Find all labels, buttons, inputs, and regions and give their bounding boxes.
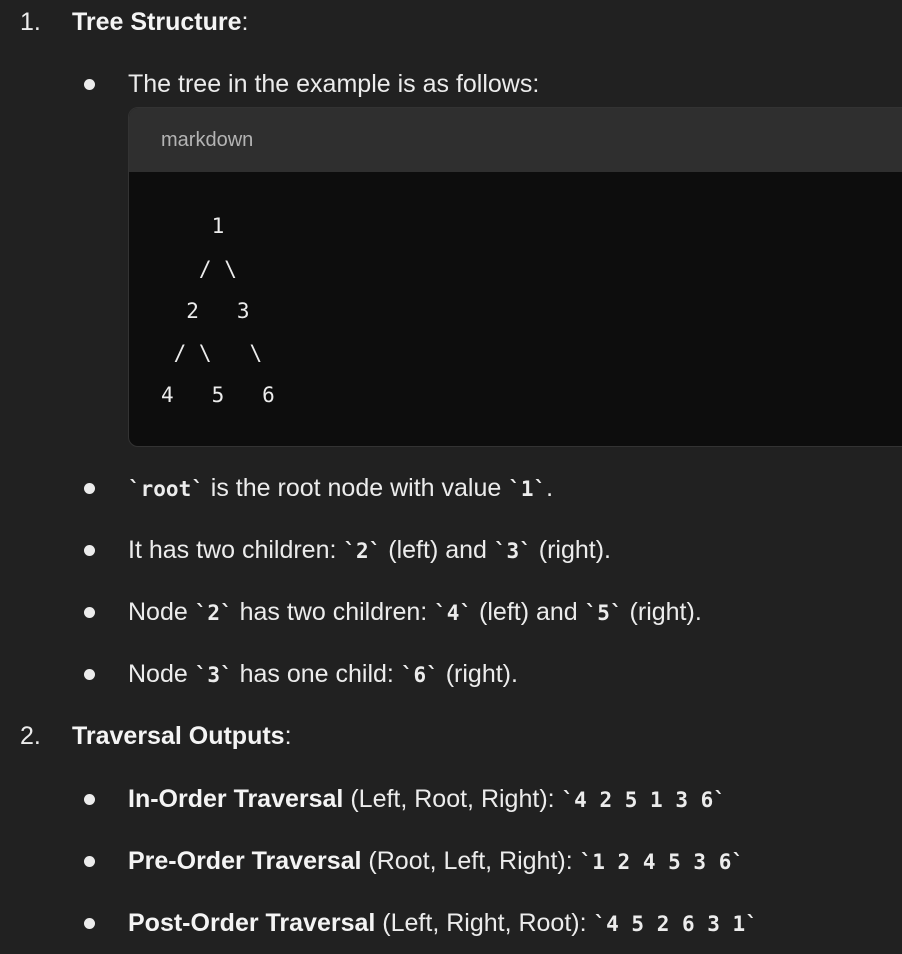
inline-code: `1 2 4 5 3 6`: [579, 850, 744, 874]
text-fragment: (left) and: [381, 536, 494, 564]
bullet-dot: [84, 669, 95, 680]
bullet-dot: [84, 918, 95, 929]
bullet-dot: [84, 607, 95, 618]
code-language-label: markdown: [129, 108, 902, 172]
text-fragment: (left) and: [472, 598, 585, 626]
text-fragment: It has two children:: [128, 536, 344, 564]
inline-code: `1`: [508, 477, 547, 501]
inline-code: `root`: [128, 477, 204, 501]
list-item: [128, 849, 744, 874]
section-heading: [72, 724, 292, 749]
section-title: Tree Structure: [72, 8, 242, 36]
heading-colon: :: [284, 722, 292, 750]
traversal-order: (Left, Root, Right):: [343, 785, 562, 813]
list-item: [128, 600, 702, 625]
tree-intro-text: The tree in the example is as follows:: [128, 70, 540, 98]
text-fragment: Node: [128, 598, 195, 626]
text-fragment: (right).: [531, 536, 612, 564]
bullet-dot: [84, 545, 95, 556]
inline-code: `3`: [194, 663, 233, 687]
bullet-dot: [84, 794, 95, 805]
text-fragment: (right).: [622, 598, 702, 626]
traversal-order: (Root, Left, Right):: [361, 847, 580, 875]
list-number: 2.: [20, 722, 41, 750]
code-line[interactable]: 2 3: [161, 299, 250, 323]
inline-code: `3`: [493, 539, 532, 563]
code-line[interactable]: / \: [161, 257, 237, 281]
section-heading: [72, 10, 248, 35]
traversal-order: (Left, Right, Root):: [375, 909, 594, 937]
code-block: [128, 107, 902, 447]
inline-code: `4 2 5 1 3 6`: [561, 788, 726, 812]
inline-code: `4`: [434, 601, 473, 625]
traversal-name: Post-Order Traversal: [128, 909, 376, 937]
text-fragment: has one child:: [232, 660, 401, 688]
code-line[interactable]: 1: [161, 214, 225, 238]
traversal-name: In-Order Traversal: [128, 785, 344, 813]
inline-code: `5`: [584, 601, 623, 625]
list-item: [128, 538, 611, 563]
inline-code: `4 5 2 6 3 1`: [593, 912, 758, 936]
heading-colon: :: [241, 8, 249, 36]
text-fragment: has two children:: [232, 598, 435, 626]
traversal-name: Pre-Order Traversal: [128, 847, 362, 875]
list-item: [128, 662, 518, 687]
code-line[interactable]: / \ \: [161, 341, 263, 365]
list-item: [128, 787, 726, 812]
text-fragment: is the root node with value: [203, 474, 509, 502]
list-item: [128, 476, 553, 501]
list-item: [128, 911, 758, 936]
text-fragment: Node: [128, 660, 195, 688]
inline-code: `2`: [194, 601, 233, 625]
section-title: Traversal Outputs: [72, 722, 285, 750]
bullet-dot: [84, 856, 95, 867]
bullet-dot: [84, 79, 95, 90]
text-fragment: .: [546, 474, 554, 502]
code-line[interactable]: 4 5 6: [161, 383, 275, 407]
inline-code: `2`: [343, 539, 382, 563]
inline-code: `6`: [400, 663, 439, 687]
bullet-dot: [84, 483, 95, 494]
list-number: 1.: [20, 8, 41, 36]
text-fragment: (right).: [438, 660, 518, 688]
